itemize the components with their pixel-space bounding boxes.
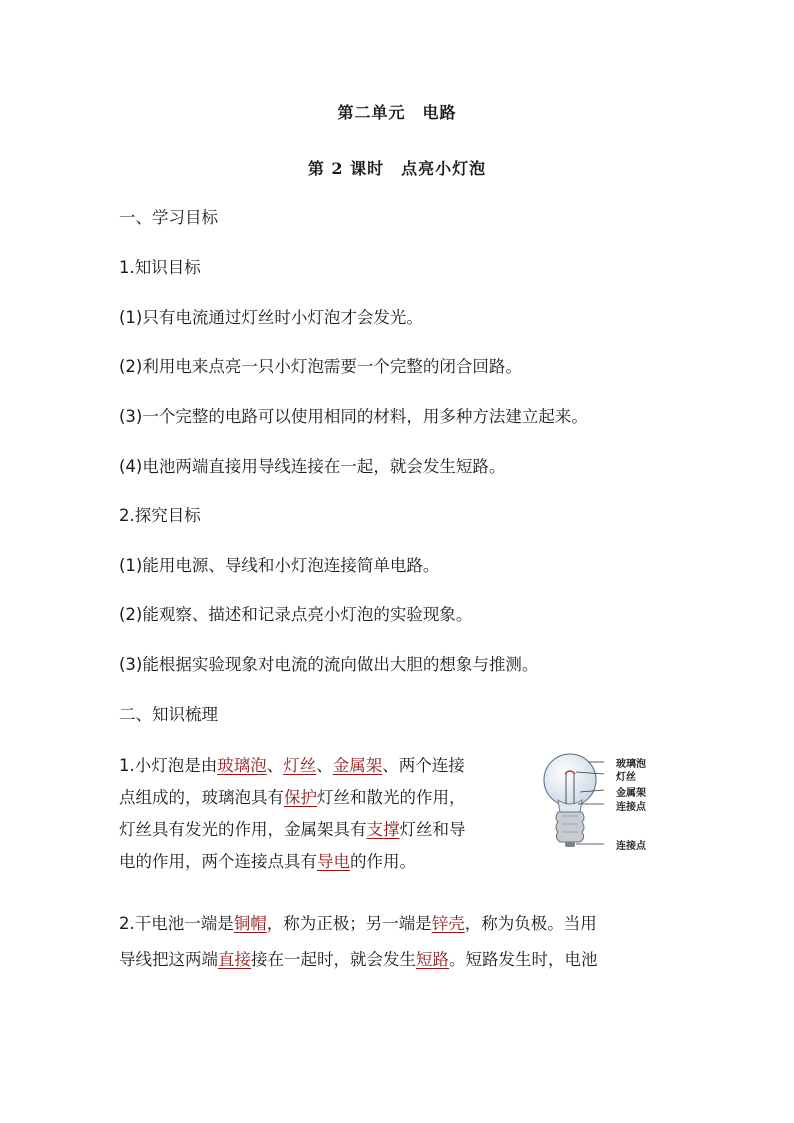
answer-conduct: 导电: [317, 852, 350, 871]
section-heading-goals: 一、学习目标: [119, 208, 218, 227]
knowledge-item-2: (2)利用电来点亮一只小灯泡需要一个完整的闭合回路。: [119, 357, 522, 376]
inquiry-item-2: (2)能观察、描述和记录点亮小灯泡的实验现象。: [119, 605, 473, 624]
bulb-line-4: 电的作用，两个连接点具有导电的作用。: [119, 852, 416, 871]
answer-protect: 保护: [284, 788, 317, 807]
answer-metal-frame: 金属架: [332, 756, 383, 775]
label-glass-bulb: 玻璃泡: [616, 759, 646, 770]
unit-title: 第二单元 电路: [337, 103, 457, 122]
lesson-title: 第 2 课时 点亮小灯泡: [307, 159, 487, 178]
answer-directly: 直接: [218, 950, 251, 969]
light-bulb-illustration: [538, 752, 668, 852]
subheading-knowledge: 1.知识目标: [119, 258, 201, 277]
label-contact-point-1: 连接点: [616, 802, 646, 813]
knowledge-item-3: (3)一个完整的电路可以使用相同的材料，用多种方法建立起来。: [119, 407, 588, 426]
battery-line-2: 导线把这两端直接接在一起时，就会发生短路。短路发生时，电池: [119, 950, 598, 969]
subheading-inquiry: 2.探究目标: [119, 506, 201, 525]
battery-line-1: 2.干电池一端是铜帽，称为正极；另一端是锌壳，称为负极。当用: [119, 914, 597, 933]
knowledge-item-1: (1)只有电流通过灯丝时小灯泡才会发光。: [119, 308, 423, 327]
answer-short-circuit: 短路: [416, 950, 449, 969]
answer-copper-cap: 铜帽: [233, 914, 267, 933]
bulb-paragraph: [119, 750, 466, 878]
bulb-line-1: 1.小灯泡是由玻璃泡、灯丝、金属架、两个连接: [119, 756, 465, 775]
inquiry-item-3: (3)能根据实验现象对电流的流向做出大胆的想象与推测。: [119, 655, 539, 674]
light-bulb-figure: [538, 752, 668, 852]
bulb-line-3: 灯丝具有发光的作用，金属架具有支撑灯丝和导: [119, 820, 466, 839]
answer-filament: 灯丝: [283, 756, 317, 775]
label-metal-frame: 金属架: [616, 788, 646, 799]
answer-zinc-shell: 锌壳: [431, 914, 465, 933]
section-heading-review: 二、知识梳理: [119, 705, 218, 724]
knowledge-item-4: (4)电池两端直接用导线连接在一起，就会发生短路。: [119, 457, 506, 476]
inquiry-item-1: (1)能用电源、导线和小灯泡连接简单电路。: [119, 556, 440, 575]
label-filament: 灯丝: [616, 772, 636, 783]
label-contact-point-2: 连接点: [616, 841, 646, 852]
answer-support: 支撑: [366, 820, 400, 839]
battery-paragraph: [119, 906, 598, 978]
bulb-line-2: 点组成的，玻璃泡具有保护灯丝和散光的作用，: [119, 788, 466, 807]
answer-glass-bulb: 玻璃泡: [217, 756, 267, 775]
